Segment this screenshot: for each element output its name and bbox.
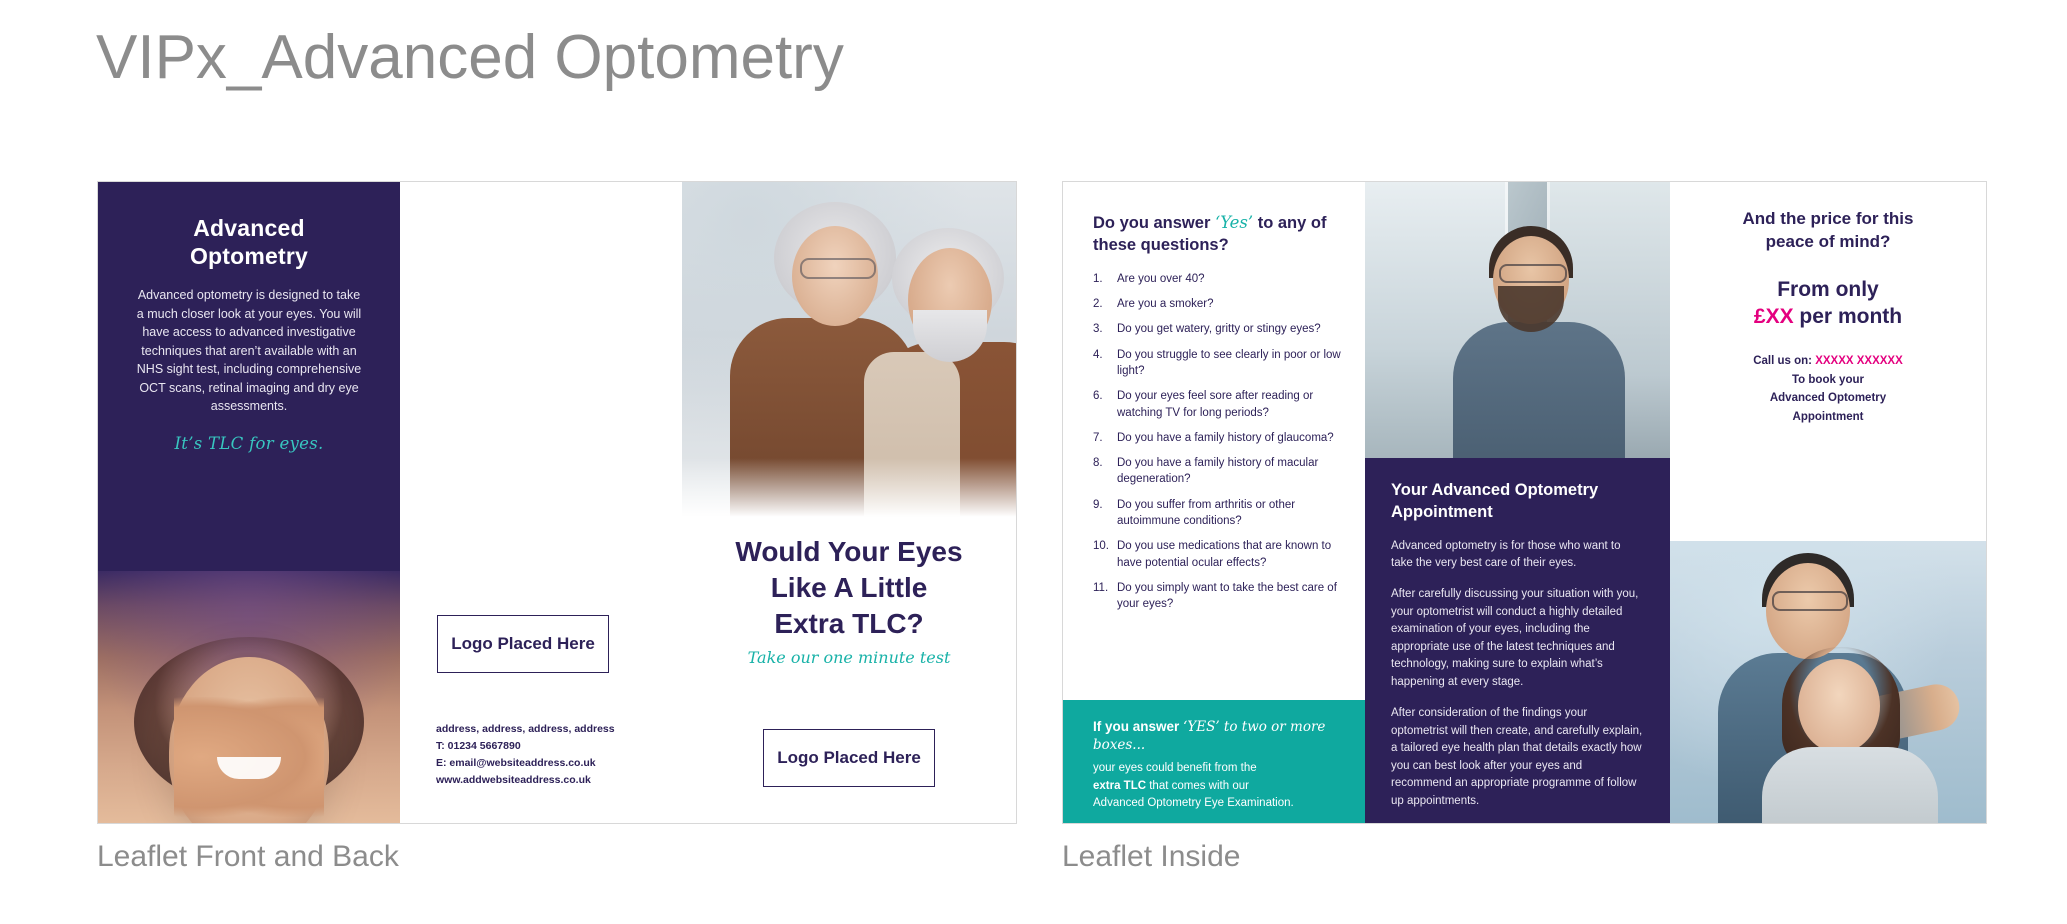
question-number: 6. bbox=[1093, 390, 1103, 403]
appointment-title-line2: Appointment bbox=[1391, 502, 1493, 521]
address-block bbox=[436, 721, 615, 789]
call-line-4: Appointment bbox=[1792, 410, 1864, 423]
call-label: Call us on: bbox=[1753, 355, 1816, 368]
list-item bbox=[1093, 580, 1343, 613]
callout-body-line3: Advanced Optometry Eye Examination. bbox=[1093, 796, 1294, 809]
list-item bbox=[1093, 430, 1343, 446]
front-cover-script: It’s TLC for eyes. bbox=[174, 433, 324, 453]
questions-title-script: ‘Yes’ bbox=[1214, 213, 1254, 232]
panel-appointment bbox=[1365, 182, 1670, 823]
list-item bbox=[1093, 455, 1343, 488]
question-number: 2. bbox=[1093, 297, 1103, 310]
question-number: 10. bbox=[1093, 540, 1109, 553]
callout-heading-pre: If you answer bbox=[1093, 719, 1184, 734]
address-line-3: E: email@websiteaddress.co.uk bbox=[436, 757, 596, 769]
logo-placeholder-tlc: Logo Placed Here bbox=[763, 729, 935, 787]
price-title-line1: And the price for this bbox=[1742, 209, 1914, 228]
questions-title bbox=[1063, 182, 1365, 257]
address-line-4: www.addwebsiteaddress.co.uk bbox=[436, 774, 591, 786]
tlc-headline bbox=[682, 534, 1016, 641]
appointment-paragraph-3: After consideration of the findings your optometrist will then create, and carefully explain, a tailored eye health plan that details exactly how you can best look after your eyes and recommend an appropriate programme of follow up appointments. bbox=[1391, 707, 1643, 807]
question-text: Do you simply want to take the best care of your eyes? bbox=[1117, 582, 1337, 611]
leaflet-front-and-back bbox=[97, 181, 1017, 824]
appointment-title-line1: Your Advanced Optometry bbox=[1391, 481, 1599, 499]
price-title bbox=[1670, 182, 1986, 254]
panel-back-cover bbox=[400, 182, 682, 823]
question-text: Do you have a family history of glaucoma? bbox=[1117, 431, 1334, 444]
smiling-couple-photo bbox=[1670, 541, 1986, 823]
appointment-content bbox=[1365, 458, 1670, 823]
tlc-headline-line3: Extra TLC? bbox=[774, 607, 924, 639]
price-title-line2: peace of mind? bbox=[1765, 231, 1891, 251]
question-number: 1. bbox=[1093, 272, 1103, 285]
appointment-paragraph-1: Advanced optometry is for those who want to take the very best care of their eyes. bbox=[1391, 539, 1621, 569]
question-text: Do you use medications that are known to have potential ocular effects? bbox=[1117, 540, 1332, 569]
heart-hands-photo bbox=[98, 571, 400, 823]
photo-glasses-icon bbox=[1772, 591, 1848, 611]
question-number: 11. bbox=[1093, 582, 1109, 595]
question-text: Do you struggle to see clearly in poor or low light? bbox=[1117, 348, 1341, 377]
caption-front-and-back: Leaflet Front and Back bbox=[97, 840, 399, 873]
address-line-2: T: 01234 5667890 bbox=[436, 740, 521, 752]
list-item bbox=[1093, 347, 1343, 380]
photo-woman-head bbox=[1798, 659, 1880, 753]
page-title: VIPx_Advanced Optometry bbox=[96, 23, 844, 92]
front-cover-title-line2: Optometry bbox=[189, 243, 309, 270]
front-cover-title-line1: Advanced bbox=[193, 215, 305, 241]
call-line-2: To book your bbox=[1792, 373, 1864, 386]
call-to-action-block bbox=[1670, 352, 1986, 426]
front-cover-title bbox=[98, 182, 400, 270]
caption-inside: Leaflet Inside bbox=[1062, 840, 1241, 873]
address-line-1: address, address, address, address bbox=[436, 723, 615, 735]
questions-title-post: to any of these questions? bbox=[1093, 214, 1327, 255]
list-item bbox=[1093, 538, 1343, 571]
photo-glasses-icon bbox=[800, 258, 876, 279]
tlc-headline-line1: Would Your Eyes bbox=[735, 536, 963, 567]
question-text: Do you suffer from arthritis or other autoimmune conditions? bbox=[1117, 498, 1296, 528]
appointment-title bbox=[1391, 480, 1644, 524]
question-text: Do you have a family history of macular degeneration? bbox=[1117, 457, 1319, 486]
yes-callout-box bbox=[1063, 700, 1365, 823]
question-number: 4. bbox=[1093, 348, 1103, 361]
list-item bbox=[1093, 388, 1343, 421]
call-number: XXXXX XXXXXX bbox=[1815, 355, 1903, 368]
callout-body-bold: extra TLC bbox=[1093, 779, 1147, 792]
call-line-1 bbox=[1670, 352, 1986, 370]
panel-price bbox=[1670, 182, 1986, 823]
callout-body-line2: that comes with our bbox=[1146, 779, 1249, 792]
question-text: Do you get watery, gritty or stingy eyes? bbox=[1117, 323, 1321, 336]
front-cover-body: Advanced optometry is designed to take a much closer look at your eyes. You will have access to advanced investigative techniques that aren’t available with an NHS sight test, including comprehensive OCT scans, retinal imaging and dry eye assessments. bbox=[136, 288, 362, 414]
elderly-couple-photo bbox=[682, 182, 1016, 522]
price-from-label: From only bbox=[1777, 277, 1879, 301]
questions-list bbox=[1063, 271, 1365, 613]
call-line-3: Advanced Optometry bbox=[1769, 392, 1887, 405]
questions-title-pre: Do you answer bbox=[1093, 214, 1215, 232]
man-on-phone-photo bbox=[1365, 182, 1670, 458]
list-item bbox=[1093, 497, 1343, 530]
list-item bbox=[1093, 321, 1343, 337]
tlc-script: Take our one minute test bbox=[747, 648, 951, 667]
leaflet-inside bbox=[1062, 181, 1987, 824]
price-value: £XX bbox=[1753, 305, 1794, 329]
callout-body bbox=[1093, 760, 1341, 812]
list-item bbox=[1093, 296, 1343, 312]
photo-woman-body bbox=[1762, 747, 1938, 823]
question-number: 7. bbox=[1093, 431, 1103, 444]
callout-heading-script: ‘YES’ to two or more boxes... bbox=[1093, 719, 1326, 754]
question-text: Do your eyes feel sore after reading or watching TV for long periods? bbox=[1117, 390, 1314, 419]
list-item bbox=[1093, 271, 1343, 287]
photo-glasses-icon bbox=[1499, 264, 1567, 283]
callout-body-line1: your eyes could benefit from the bbox=[1093, 762, 1257, 775]
question-number: 8. bbox=[1093, 457, 1103, 470]
question-text: Are you a smoker? bbox=[1117, 297, 1214, 310]
panel-questions bbox=[1063, 182, 1365, 823]
price-amount bbox=[1670, 303, 1986, 330]
price-period: per month bbox=[1793, 305, 1903, 329]
question-text: Are you over 40? bbox=[1117, 272, 1205, 285]
photo-fade-overlay bbox=[682, 458, 1016, 522]
appointment-paragraph-2: After carefully discussing your situation with you, your optometrist will conduct a highly detailed examination of your eyes, including the appropriate use of the latest techniques and technology, making sure to explain what’s happening at every stage. bbox=[1391, 588, 1639, 688]
panel-tlc bbox=[682, 182, 1016, 823]
question-number: 9. bbox=[1093, 498, 1103, 511]
logo-placeholder-back: Logo Placed Here bbox=[437, 615, 609, 673]
tlc-headline-line2: Like A Little bbox=[770, 571, 928, 603]
callout-heading bbox=[1093, 718, 1341, 754]
photo-man-head bbox=[1766, 563, 1850, 659]
photo-man-body bbox=[1453, 322, 1625, 458]
question-number: 3. bbox=[1093, 323, 1103, 336]
panel-front-cover bbox=[98, 182, 400, 823]
